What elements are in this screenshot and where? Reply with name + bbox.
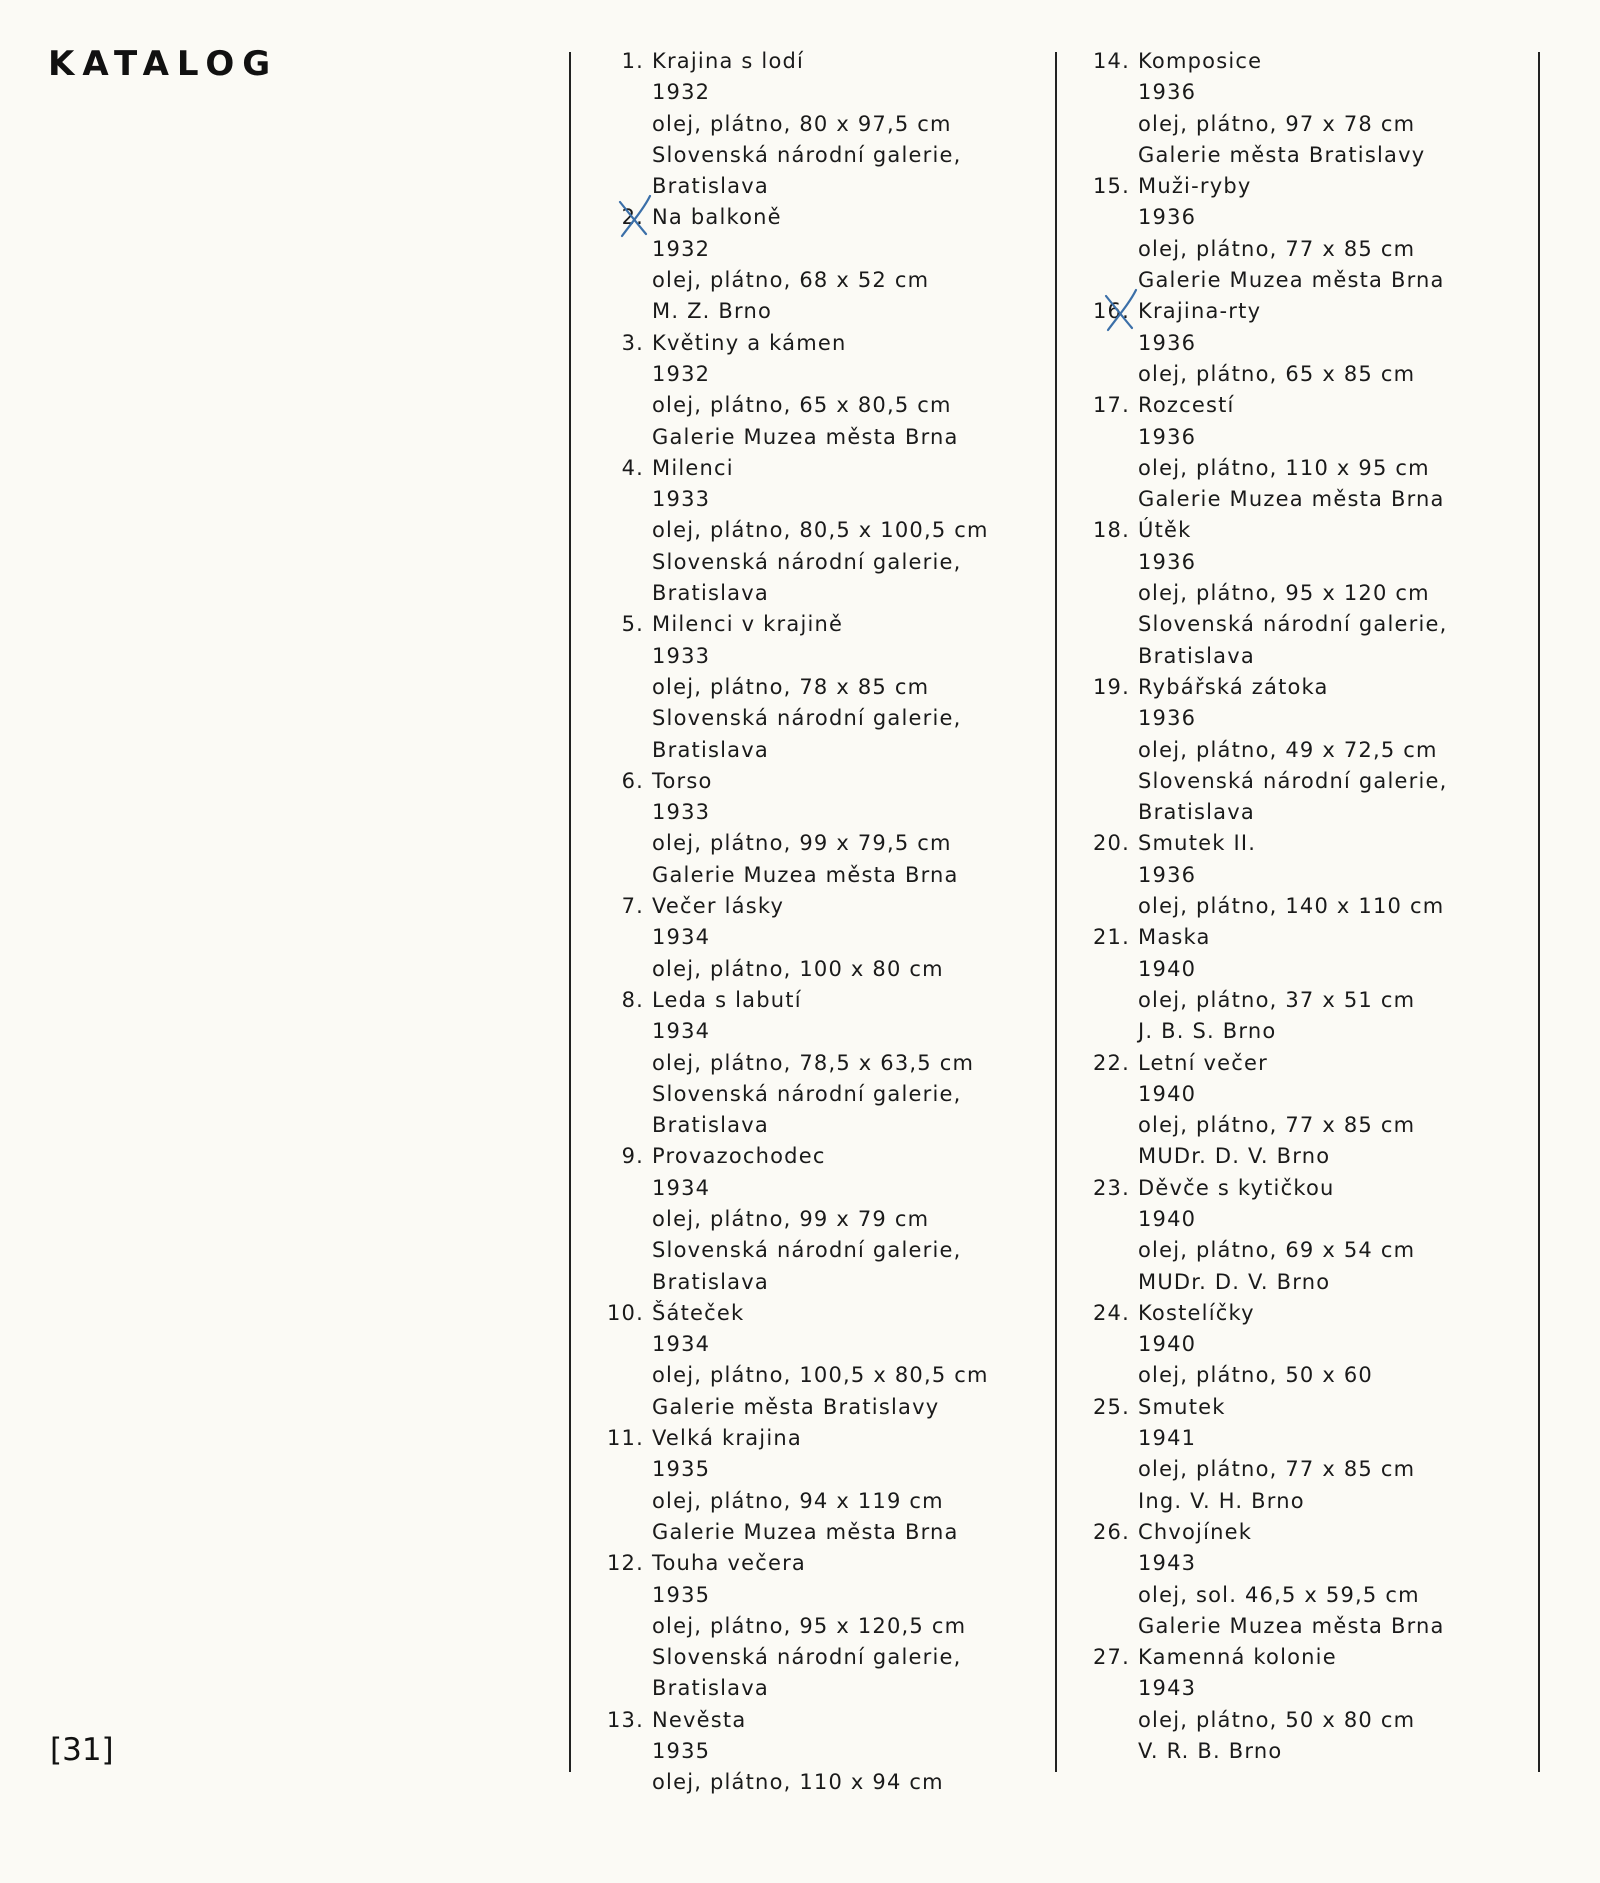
entry-number: 1.: [621, 49, 644, 73]
entry-location: [1082, 1141, 1542, 1172]
entry-title-text: Milenci v krajině: [652, 612, 844, 637]
entry-year-text: 1932: [652, 236, 711, 261]
entry-number: 9.: [621, 1144, 644, 1169]
entry-location-text: V. R. B. Brno: [1138, 1739, 1283, 1764]
entry-number: 10.: [607, 1300, 644, 1325]
entry-year: [596, 641, 1056, 672]
entry-year: [1082, 328, 1542, 359]
entry-number: 27.: [1093, 1645, 1130, 1670]
entry-title-text: Útěk: [1138, 518, 1192, 543]
entry-medium-text: olej, plátno, 50 x 60: [1138, 1363, 1373, 1388]
entry-title: [596, 328, 1056, 359]
catalog-entry: [1082, 1048, 1542, 1173]
column-divider: [569, 52, 571, 1772]
entry-year: [1082, 860, 1542, 891]
entry-year: [1082, 1548, 1542, 1579]
entry-year: [596, 1580, 1056, 1611]
entry-location: [596, 578, 1056, 609]
catalog-entry: [1082, 515, 1542, 671]
entry-number: 8.: [621, 987, 644, 1012]
entry-location: [1082, 766, 1542, 797]
entry-title: [596, 1548, 1056, 1579]
entry-medium: [1082, 1235, 1542, 1266]
entry-location: [596, 860, 1056, 891]
entry-title: [596, 609, 1056, 640]
entry-year: [596, 797, 1056, 828]
entry-location: [1082, 1016, 1542, 1047]
entry-location: [1082, 484, 1542, 515]
entry-title-text: Leda s labutí: [652, 987, 802, 1012]
entry-location-text: Slovenská národní galerie,: [652, 1238, 962, 1263]
entry-medium-text: olej, plátno, 99 x 79,5 cm: [652, 831, 952, 856]
entry-year-text: 1940: [1138, 956, 1197, 981]
entry-title-text: Rybářská zátoka: [1138, 674, 1329, 699]
entry-medium: [596, 1611, 1056, 1642]
entry-year: [596, 1329, 1056, 1360]
entry-medium: [596, 1204, 1056, 1235]
entry-title-text: Nevěsta: [652, 1707, 747, 1732]
entry-location: [596, 1642, 1056, 1673]
entry-year: [596, 77, 1056, 108]
entry-location: [596, 1079, 1056, 1110]
entry-title-text: Šáteček: [652, 1300, 745, 1325]
entry-year: [1082, 422, 1542, 453]
entry-year: [1082, 1079, 1542, 1110]
entry-location: [1082, 140, 1542, 171]
entry-location-text: Slovenská národní galerie,: [652, 1081, 962, 1106]
entry-title: [1082, 1642, 1542, 1673]
entry-year: [596, 359, 1056, 390]
entry-location-text: Bratislava: [1138, 800, 1255, 825]
entry-title-text: Večer lásky: [652, 894, 785, 919]
entry-year-text: 1936: [1138, 80, 1197, 105]
entry-number: 26.: [1093, 1519, 1130, 1544]
entry-year: [1082, 703, 1542, 734]
entry-year: [1082, 1204, 1542, 1235]
entry-title-text: Na balkoně: [652, 205, 782, 230]
entry-title: [1082, 171, 1542, 202]
entry-medium: [1082, 891, 1542, 922]
entry-location: [596, 296, 1056, 327]
catalog-entry: [596, 891, 1056, 985]
entry-location-text: Bratislava: [652, 1113, 769, 1138]
catalog-entry: [1082, 1392, 1542, 1517]
entry-number: 22.: [1093, 1050, 1130, 1075]
entry-location: [1082, 1486, 1542, 1517]
catalog-entry: [596, 453, 1056, 609]
entry-year: [1082, 547, 1542, 578]
entry-location-text: Slovenská národní galerie,: [652, 549, 962, 574]
catalog-entry: [596, 1548, 1056, 1704]
entry-title: [596, 1298, 1056, 1329]
entry-location-text: MUDr. D. V. Brno: [1138, 1269, 1331, 1294]
entry-location: [596, 140, 1056, 171]
entry-title-text: Smutek II.: [1138, 831, 1257, 856]
entry-title-text: Květiny a kámen: [652, 330, 847, 355]
entry-location-text: Ing. V. H. Brno: [1138, 1488, 1305, 1513]
entry-medium-text: olej, plátno, 69 x 54 cm: [1138, 1238, 1416, 1263]
entry-number: 11.: [607, 1426, 644, 1451]
entry-medium-text: olej, plátno, 50 x 80 cm: [1138, 1707, 1416, 1732]
entry-location: [596, 1673, 1056, 1704]
entry-title: [1082, 1298, 1542, 1329]
catalog-entry: [1082, 171, 1542, 296]
entry-title: [1082, 515, 1542, 546]
entry-title: [1082, 1173, 1542, 1204]
entry-year-text: 1936: [1138, 862, 1197, 887]
entry-title-text: Rozcestí: [1138, 393, 1235, 418]
entry-medium-text: olej, plátno, 100 x 80 cm: [652, 956, 944, 981]
entry-year-text: 1936: [1138, 706, 1197, 731]
entry-medium-text: olej, plátno, 94 x 119 cm: [652, 1488, 944, 1513]
entry-medium-text: olej, plátno, 78,5 x 63,5 cm: [652, 1050, 975, 1075]
entry-number: 18.: [1093, 518, 1130, 543]
entry-title: [596, 46, 1056, 77]
entry-title: [596, 202, 1056, 233]
entry-year-text: 1932: [652, 361, 711, 386]
entry-medium: [1082, 109, 1542, 140]
entry-medium-text: olej, plátno, 37 x 51 cm: [1138, 987, 1416, 1012]
entry-location: [1082, 641, 1542, 672]
catalog-entry: [596, 766, 1056, 891]
entry-location: [1082, 1736, 1542, 1767]
entry-location-text: Bratislava: [652, 174, 769, 199]
entry-year-text: 1940: [1138, 1206, 1197, 1231]
entry-medium-text: olej, plátno, 77 x 85 cm: [1138, 236, 1416, 261]
entry-medium: [1082, 985, 1542, 1016]
entry-number: 17.: [1093, 393, 1130, 418]
entry-medium: [1082, 578, 1542, 609]
entry-location-text: Galerie Muzea města Brna: [1138, 487, 1445, 512]
entry-number: 2.: [621, 205, 644, 230]
entry-medium-text: olej, plátno, 80 x 97,5 cm: [652, 111, 952, 136]
catalog-entry: [1082, 296, 1542, 390]
entry-title-text: Maska: [1138, 925, 1211, 950]
entry-number: 20.: [1093, 831, 1130, 856]
entry-location-text: Galerie Muzea města Brna: [652, 862, 959, 887]
catalog-entry: [1082, 922, 1542, 1047]
entry-year: [596, 922, 1056, 953]
entry-location: [1082, 1611, 1542, 1642]
catalog-entry: [596, 1423, 1056, 1548]
catalog-column-right: [1082, 46, 1542, 1767]
entry-location: [596, 547, 1056, 578]
entry-location-text: Slovenská národní galerie,: [1138, 612, 1448, 637]
entry-medium: [1082, 1580, 1542, 1611]
entry-title: [1082, 296, 1542, 327]
entry-location-text: Bratislava: [1138, 643, 1255, 668]
entry-medium-text: olej, plátno, 77 x 85 cm: [1138, 1457, 1416, 1482]
entry-number: 14.: [1093, 49, 1130, 73]
entry-location-text: Slovenská národní galerie,: [652, 142, 962, 167]
entry-medium: [596, 1486, 1056, 1517]
catalog-column-left: [596, 46, 1056, 1799]
entry-medium-text: olej, plátno, 140 x 110 cm: [1138, 894, 1445, 919]
entry-medium-text: olej, sol. 46,5 x 59,5 cm: [1138, 1582, 1420, 1607]
entry-medium: [596, 109, 1056, 140]
catalog-entry: [596, 1705, 1056, 1799]
catalog-entry: [596, 1298, 1056, 1423]
entry-location-text: Slovenská národní galerie,: [652, 706, 962, 731]
entry-year-text: 1934: [652, 1175, 711, 1200]
entry-year: [596, 1736, 1056, 1767]
entry-location-text: MUDr. D. V. Brno: [1138, 1144, 1331, 1169]
entry-medium: [1082, 1110, 1542, 1141]
entry-number: 15.: [1093, 174, 1130, 199]
entry-medium: [596, 515, 1056, 546]
entry-location-text: Bratislava: [652, 581, 769, 606]
entry-medium: [596, 1767, 1056, 1798]
entry-title-text: Smutek: [1138, 1394, 1226, 1419]
catalog-entry: [596, 46, 1056, 202]
entry-location-text: Galerie města Bratislavy: [652, 1394, 940, 1419]
entry-location: [1082, 1267, 1542, 1298]
entry-number: 5.: [621, 612, 644, 637]
entry-year-text: 1933: [652, 487, 711, 512]
entry-location-text: Bratislava: [652, 737, 769, 762]
entry-medium: [596, 265, 1056, 296]
entry-title-text: Touha večera: [652, 1551, 806, 1576]
entry-number: 12.: [607, 1551, 644, 1576]
entry-number: 13.: [607, 1707, 644, 1732]
entry-year-text: 1936: [1138, 549, 1197, 574]
catalog-entry: [1082, 828, 1542, 922]
catalog-entry: [596, 1141, 1056, 1297]
entry-medium-text: olej, plátno, 65 x 80,5 cm: [652, 393, 952, 418]
entry-medium-text: olej, plátno, 110 x 94 cm: [652, 1770, 944, 1795]
entry-number: 25.: [1093, 1394, 1130, 1419]
catalog-entry: [1082, 46, 1542, 171]
entry-title: [596, 1423, 1056, 1454]
entry-number: 7.: [621, 894, 644, 919]
entry-medium: [1082, 359, 1542, 390]
entry-year: [596, 484, 1056, 515]
catalog-entry: [1082, 672, 1542, 828]
entry-location-text: Slovenská národní galerie,: [1138, 768, 1448, 793]
entry-title-text: Kostelíčky: [1138, 1300, 1255, 1325]
entry-year-text: 1936: [1138, 424, 1197, 449]
entry-title: [1082, 672, 1542, 703]
entry-year-text: 1935: [652, 1582, 711, 1607]
entry-year: [1082, 954, 1542, 985]
entry-title: [596, 1705, 1056, 1736]
entry-medium-text: olej, plátno, 80,5 x 100,5 cm: [652, 518, 989, 543]
entry-location-text: Galerie Muzea města Brna: [1138, 1613, 1445, 1638]
entry-location-text: Slovenská národní galerie,: [652, 1645, 962, 1670]
entry-location: [1082, 797, 1542, 828]
entry-title-text: Krajina s lodí: [652, 49, 805, 73]
entry-year: [596, 1454, 1056, 1485]
entry-title-text: Kamenná kolonie: [1138, 1645, 1337, 1670]
entry-year-text: 1943: [1138, 1551, 1197, 1576]
entry-medium: [596, 828, 1056, 859]
entry-title-text: Velká krajina: [652, 1426, 802, 1451]
entry-medium-text: olej, plátno, 110 x 95 cm: [1138, 455, 1430, 480]
entry-title-text: Děvče s kytičkou: [1138, 1175, 1335, 1200]
entry-location: [596, 1110, 1056, 1141]
entry-number: 19.: [1093, 674, 1130, 699]
entry-year: [596, 1016, 1056, 1047]
entry-year-text: 1936: [1138, 330, 1197, 355]
entry-year-text: 1936: [1138, 205, 1197, 230]
entry-title: [1082, 390, 1542, 421]
entry-title-text: Muži-ryby: [1138, 174, 1252, 199]
entry-medium: [596, 672, 1056, 703]
entry-location-text: J. B. S. Brno: [1138, 1019, 1277, 1044]
entry-year: [1082, 1423, 1542, 1454]
entry-medium-text: olej, plátno, 68 x 52 cm: [652, 268, 930, 293]
entry-title: [1082, 828, 1542, 859]
entry-location-text: Galerie Muzea města Brna: [652, 424, 959, 449]
entry-title: [596, 1141, 1056, 1172]
entry-location: [596, 171, 1056, 202]
entry-year-text: 1943: [1138, 1676, 1197, 1701]
entry-year: [596, 234, 1056, 265]
entry-title: [1082, 1392, 1542, 1423]
entry-location: [1082, 609, 1542, 640]
entry-medium: [596, 1360, 1056, 1391]
entry-title-text: Krajina-rty: [1138, 299, 1262, 324]
entry-title: [596, 453, 1056, 484]
entry-medium: [1082, 735, 1542, 766]
entry-number: 21.: [1093, 925, 1130, 950]
entry-location: [596, 703, 1056, 734]
entry-title-text: Torso: [652, 768, 713, 793]
entry-year-text: 1932: [652, 80, 711, 105]
entry-medium: [596, 390, 1056, 421]
catalog-entry: [1082, 1298, 1542, 1392]
entry-location-text: Galerie Muzea města Brna: [1138, 268, 1445, 293]
entry-year-text: 1935: [652, 1457, 711, 1482]
entry-year-text: 1934: [652, 1332, 711, 1357]
entry-year: [596, 1173, 1056, 1204]
entry-location: [596, 422, 1056, 453]
catalog-entry: [1082, 390, 1542, 515]
entry-title-text: Provazochodec: [652, 1144, 826, 1169]
entry-medium-text: olej, plátno, 65 x 85 cm: [1138, 361, 1416, 386]
entry-medium-text: olej, plátno, 99 x 79 cm: [652, 1206, 930, 1231]
entry-year-text: 1934: [652, 1019, 711, 1044]
entry-location-text: Bratislava: [652, 1676, 769, 1701]
entry-year: [1082, 1329, 1542, 1360]
entry-location: [596, 1392, 1056, 1423]
entry-title-text: Milenci: [652, 455, 734, 480]
entry-number: 3.: [621, 330, 644, 355]
entry-number: 24.: [1093, 1300, 1130, 1325]
entry-medium: [1082, 453, 1542, 484]
catalog-entry: [596, 985, 1056, 1141]
entry-year: [1082, 202, 1542, 233]
entry-medium-text: olej, plátno, 95 x 120,5 cm: [652, 1613, 967, 1638]
entry-medium: [1082, 1454, 1542, 1485]
entry-title: [1082, 922, 1542, 953]
page-title: KATALOG: [48, 44, 279, 84]
page-number: [31]: [50, 1732, 114, 1768]
entry-medium-text: olej, plátno, 78 x 85 cm: [652, 674, 930, 699]
entry-medium: [596, 954, 1056, 985]
entry-title: [1082, 1048, 1542, 1079]
entry-medium: [1082, 1360, 1542, 1391]
entry-location: [596, 735, 1056, 766]
entry-location-text: Bratislava: [652, 1269, 769, 1294]
entry-title: [596, 985, 1056, 1016]
catalog-entry: [1082, 1642, 1542, 1767]
entry-number: 23.: [1093, 1175, 1130, 1200]
catalog-entry: [596, 609, 1056, 765]
entry-year-text: 1941: [1138, 1426, 1197, 1451]
entry-location: [596, 1267, 1056, 1298]
entry-title-text: Komposice: [1138, 49, 1263, 73]
entry-number: 6.: [621, 768, 644, 793]
entry-year-text: 1940: [1138, 1081, 1197, 1106]
entry-location-text: Galerie Muzea města Brna: [652, 1519, 959, 1544]
catalog-entry: [1082, 1517, 1542, 1642]
entry-medium-text: olej, plátno, 97 x 78 cm: [1138, 111, 1416, 136]
entry-medium: [1082, 234, 1542, 265]
entry-title: [596, 891, 1056, 922]
catalog-entry: [596, 328, 1056, 453]
catalog-entry: [1082, 1173, 1542, 1298]
entry-medium: [1082, 1705, 1542, 1736]
entry-medium-text: olej, plátno, 77 x 85 cm: [1138, 1113, 1416, 1138]
entry-location-text: M. Z. Brno: [652, 299, 773, 324]
catalog-entry: [596, 202, 1056, 327]
entry-location: [1082, 265, 1542, 296]
entry-year: [1082, 1673, 1542, 1704]
entry-title: [1082, 46, 1542, 77]
entry-number: 4.: [621, 455, 644, 480]
entry-number: 16.: [1093, 299, 1130, 324]
entry-medium-text: olej, plátno, 95 x 120 cm: [1138, 581, 1430, 606]
entry-year-text: 1933: [652, 800, 711, 825]
entry-title-text: Chvojínek: [1138, 1519, 1253, 1544]
entry-title: [596, 766, 1056, 797]
entry-location: [596, 1517, 1056, 1548]
entry-year-text: 1934: [652, 925, 711, 950]
entry-medium: [596, 1048, 1056, 1079]
entry-year: [1082, 77, 1542, 108]
entry-medium-text: olej, plátno, 100,5 x 80,5 cm: [652, 1363, 989, 1388]
entry-location-text: Galerie města Bratislavy: [1138, 142, 1426, 167]
entry-year-text: 1935: [652, 1739, 711, 1764]
entry-medium-text: olej, plátno, 49 x 72,5 cm: [1138, 737, 1438, 762]
entry-title-text: Letní večer: [1138, 1050, 1268, 1075]
entry-year-text: 1940: [1138, 1332, 1197, 1357]
entry-year-text: 1933: [652, 643, 711, 668]
entry-location: [596, 1235, 1056, 1266]
entry-title: [1082, 1517, 1542, 1548]
